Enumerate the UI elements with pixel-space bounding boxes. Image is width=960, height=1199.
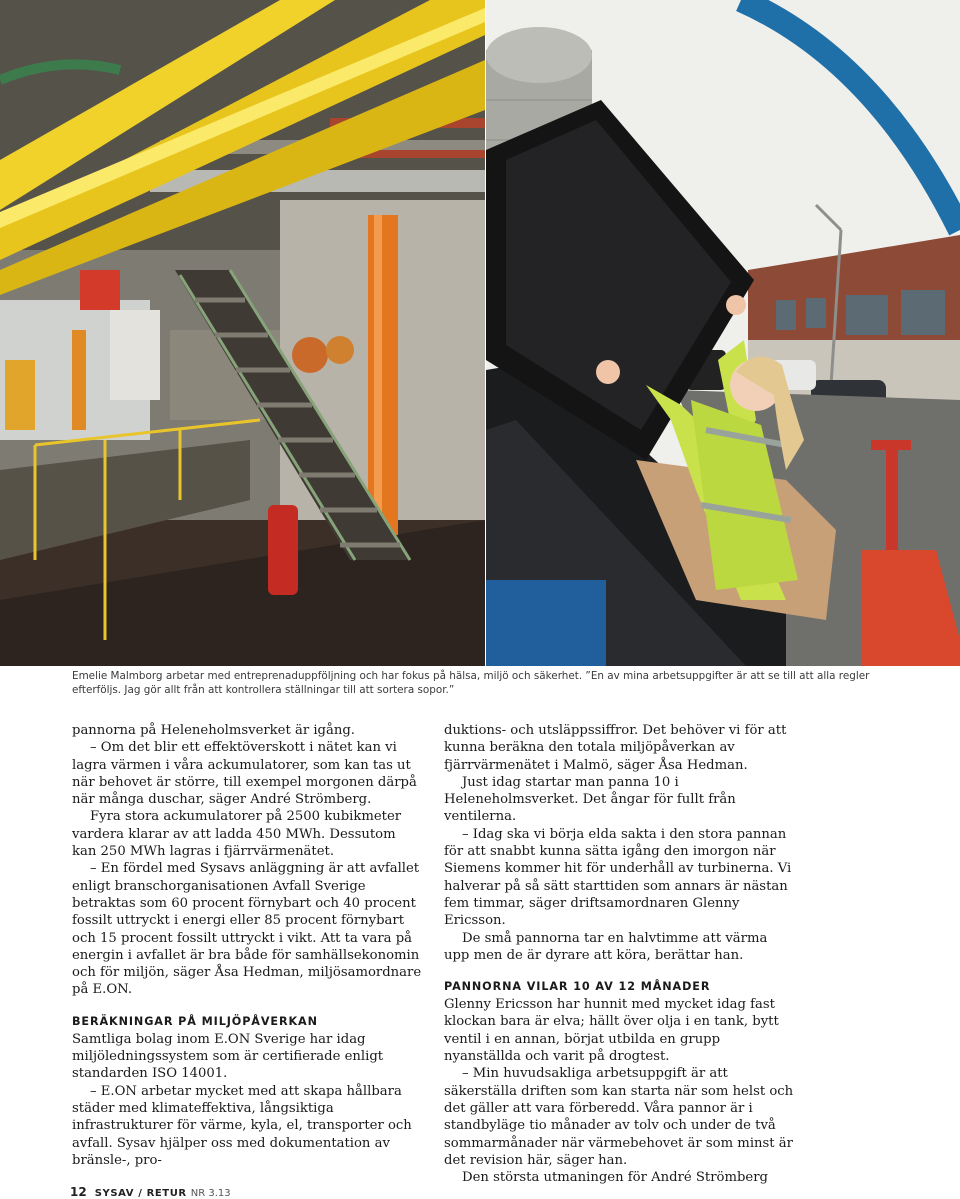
section-heading: BERÄKNINGAR PÅ MILJÖPÅVERKAN [72,1014,318,1028]
page-footer [70,1186,231,1199]
paragraph: – Min huvudsakliga arbetsuppgift är att säkerställa driften som kan starta när som helst och det gäller att vara förberedd. Våra pannor är i standbyläge tio månader av tolv och under de två sommarmånader när värmebehovet är som minst är det revision här, säger han. [444,1066,794,1168]
paragraph: – Idag ska vi börja elda sakta i den stora pannan för att snabbt kunna sätta igång den imorgon när Siemens kommer hit för underhåll av turbinerna. Vi halverar på så sätt starttiden som annars är nästan fem timmar, säger driftsamordnaren Glenny Ericsson. [444,826,792,929]
paragraph: pannorna på Heleneholmsverket är igång. [72,723,355,738]
boiler-room-photo [0,0,485,666]
paragraph: Just idag startar man panna 10 i Heleneholmsverket. Det ångar för fullt från ventilerna. [444,774,736,825]
issue-number: NR 3.13 [190,1188,231,1199]
paragraph: – En fördel med Sysavs anläggning är att avfallet enligt branschorganisationen Avfall Sverige betraktas som 60 procent förnybart och 40 procent fossilt uttryckt i energi eller 85 procent förnybart och 15 procent fossilt uttryckt i vikt. Att ta vara på energin i avfallet är bra både för samhällsekonomin och för miljön, säger Åsa Hedman, miljösamordnare på E.ON. [72,861,422,998]
article-column-left [72,722,424,1169]
paragraph: Fyra stora ackumulatorer på 2500 kubikmeter vardera klarar av att ladda 450 MWh. Dessutom kan 250 MWh lagras i fjärrvärmenätet. [72,809,402,860]
boiler-room-illustration [0,0,485,666]
paragraph: Den största utmaningen för André Strömberg [462,1170,768,1186]
paragraph: – Om det blir ett effektöverskott i nätet kan vi lagra värmen i våra ackumulatorer, som kan tas ut när behovet är större, till exempel morgonen därpå när många duschar, säger André Strömberg. [72,740,417,808]
page-number: 12 [70,1185,87,1199]
paragraph: – E.ON arbetar mycket med att skapa hållbara städer med klimateffektiva, långsiktiga infrastrukturer för värme, kyla, el, transporter och avfall. Sysav hjälper oss med dokumentation av bränsle-, pro- [72,1083,412,1168]
paragraph: Samtliga bolag inom E.ON Sverige har idag miljöledningssystem som är certifierade enligt standarden ISO 14001. [72,1031,384,1082]
paragraph: De små pannorna tar en halvtimme att värma upp men de är dyrare att köra, berättar han. [444,930,768,963]
magazine-name: SYSAV / RETUR [94,1188,187,1199]
paragraph: duktions- och utsläppssiffror. Det behöver vi för att kunna beräkna den totala miljöpåverkan av fjärrvärmenätet i Malmö, säger Åsa Hedman. [444,723,787,773]
section-heading: PANNORNA VILAR 10 AV 12 MÅNADER [444,980,711,994]
photo-caption: Emelie Malmborg arbetar med entreprenaduppföljning och har fokus på hälsa, miljö och säkerhet. ”En av mina arbetsuppgifter är att se till att alla regler efterföljs. Jag gör allt från att kontrollera ställningar till att sortera sopor.” [72,670,870,696]
recycling-photo [486,0,960,666]
paragraph: Glenny Ericsson har hunnit med mycket idag fast klockan bara är elva; hällt över olja i en tank, bytt ventil i en annan, börjat utbilda en grupp nyanställda och varit på drogtest. [444,997,779,1065]
article-column-right [444,722,796,1186]
recycling-illustration [486,0,960,666]
